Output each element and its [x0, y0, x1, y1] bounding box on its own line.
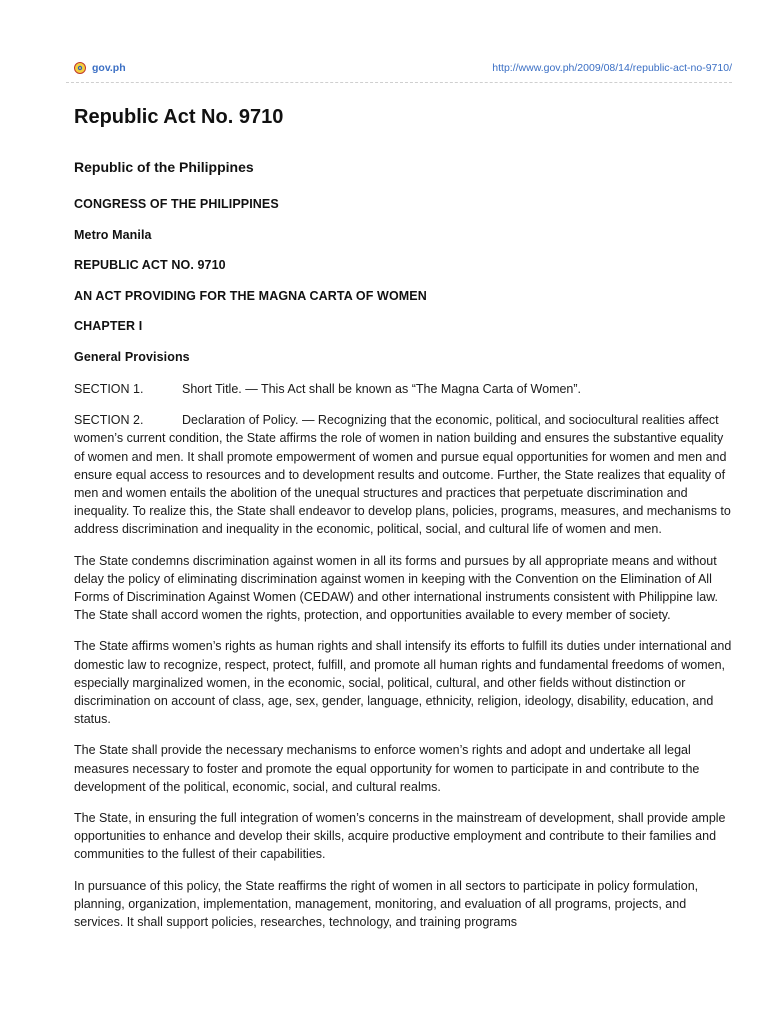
chapter-heading: CHAPTER I	[74, 319, 143, 333]
section-2-text: Declaration of Policy. — Recognizing that the economic, political, and sociocultural realities affect women’s current condition, the State affirms the role of women in nation building and ensures the substantive equality of women and men. It shall promote empowerment of women and pursue equal opportunities for women and men and ensure equal access to resources and to development results and outcome. Further, the State realizes that equality of men and women entails the abolition of the unequal structures and practices that perpetuate discrimination and inequality. To realize this, the State shall endeavor to develop plans, policies, programs, measures, and mechanisms to address discrimination and inequality in the economic, political, social, and cultural life of women and men.	[74, 413, 731, 537]
section-1	[74, 380, 734, 398]
paragraph-1: The State condemns discrimination against women in all its forms and pursues by all appropriate means and without delay the policy of eliminating discrimination against women in keeping with the Convention on the Elimination of All Forms of Discrimination Against Women (CEDAW) and other international instruments consistent with Philippine law. The State shall accord women the rights, protection, and opportunities available to every member of society.	[74, 553, 719, 623]
congress-heading: CONGRESS OF THE PHILIPPINES	[74, 197, 279, 211]
chapter-title-heading: General Provisions	[74, 349, 190, 364]
document-title: Republic Act No. 9710	[74, 106, 284, 128]
header-divider	[66, 82, 732, 83]
section-1-label: SECTION 1.	[74, 382, 144, 396]
section-2	[74, 411, 734, 538]
paragraph-2: The State affirms women’s rights as human rights and shall intensify its efforts to fulfill its duties under international and domestic law to recognize, respect, protect, fulfill, and promote all human rights and fundamental freedoms of women, especially marginalized women, in the economic, social, political, cultural, and other fields without distinction or discrimination on account of class, age, sex, gender, language, ethnicity, religion, ideology, disability, education, and status.	[74, 639, 732, 727]
page-header	[74, 58, 732, 78]
paragraph-5: In pursuance of this policy, the State reaffirms the right of women in all sectors to participate in policy formulation, planning, organization, implementation, management, monitoring, and evaluation of all programs, projects, and services. It shall support policies, researches, technology, and training programs	[74, 878, 699, 930]
section-1-text: Short Title. — This Act shall be known as “The Magna Carta of Women”.	[182, 382, 582, 396]
document-body	[74, 106, 734, 944]
brand[interactable]	[74, 62, 126, 74]
document-subtitle: Republic of the Philippines	[74, 159, 254, 175]
philippine-seal-icon	[74, 62, 86, 74]
act-title-heading: AN ACT PROVIDING FOR THE MAGNA CARTA OF WOMEN	[74, 288, 427, 303]
paragraph-4: The State, in ensuring the full integration of women’s concerns in the mainstream of development, shall provide ample opportunities to enhance and develop their skills, acquire productive employment and contribute to their families and communities to the fullest of their capabilities.	[74, 811, 726, 862]
source-url-link[interactable]: http://www.gov.ph/2009/08/14/republic-act-no-9710/	[492, 62, 732, 74]
act-number-heading: REPUBLIC ACT NO. 9710	[74, 258, 226, 272]
paragraph-3: The State shall provide the necessary mechanisms to enforce women’s rights and adopt and undertake all legal measures necessary to foster and promote the equal opportunity for women to participate in and contribute to the development of the political, economic, social, and cultural realms.	[74, 743, 700, 794]
brand-name: gov.ph	[92, 62, 126, 74]
section-2-label: SECTION 2.	[74, 413, 144, 428]
location-heading: Metro Manila	[74, 227, 152, 242]
